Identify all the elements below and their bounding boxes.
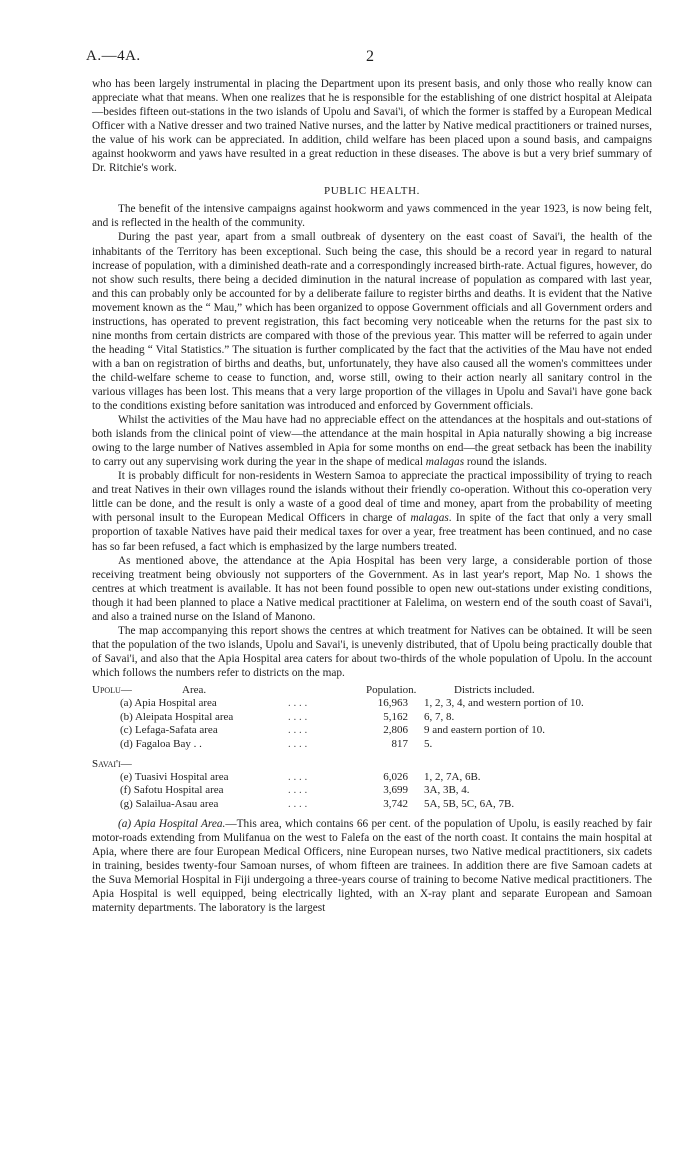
population-table bbox=[92, 684, 652, 811]
paragraph-map: The map accompanying this report shows the centres at which treatment for Natives can be obtained. It will be seen that the population of the two islands, Upolu and Savai'i, is unevenly distributed, that of Upolu being practically double that of Savai'i, and also that the Apia Hospital area caters for about two-thirds of the whole population of Upolu. In the account which follows the numbers refer to districts on the map. bbox=[92, 624, 652, 679]
table-row bbox=[92, 738, 652, 751]
leader-dots: . . . . bbox=[288, 710, 308, 723]
paragraph-benefit: The benefit of the intensive campaigns against hookworm and yaws commenced in the year 1923, is now being felt, and is reflected in the health of the community. bbox=[92, 203, 652, 230]
page-header bbox=[86, 48, 652, 68]
leader-dots: . . . . bbox=[288, 697, 308, 710]
districts-value: 5. bbox=[424, 737, 433, 750]
population-value: 2,806 bbox=[383, 724, 408, 737]
paragraph-attendance: As mentioned above, the attendance at the Apia Hospital has been very large, a considerable portion of those receiving treatment being obviously not supporters of the Government. As in last year's report, Map No. 1 shows the centres at which treatment is available. It has not been found possible to open new out-stations under existing conditions, though it had been planned to place a Native medical practitioner at Falelima, on western end of the south coast of Savai'i, and also a trained nurse on the Island of Manono. bbox=[92, 554, 652, 623]
paragraph-difficult-text: It is probably difficult for non-residents in Western Samoa to appreciate the practical impossibility of trying to reach and treat Natives in their own villages round the islands without their friendly co-operation. Without this co-operation very little can be done, and the result is only a waste of a good deal of time and money, apart from the probability of meeting with personal insult to the European Medical Officers in charge of bbox=[92, 470, 652, 525]
leader-dots: . . . . bbox=[288, 784, 308, 797]
districts-value: 9 and eastern portion of 10. bbox=[424, 724, 545, 737]
population-value: 817 bbox=[391, 737, 408, 750]
districts-value: 1, 2, 3, 4, and western portion of 10. bbox=[424, 697, 584, 710]
population-value: 16,963 bbox=[377, 697, 408, 710]
table-row bbox=[92, 711, 652, 724]
area-name: (b) Aleipata Hospital area bbox=[120, 710, 234, 723]
table-row bbox=[92, 771, 652, 784]
area-name: (a) Apia Hospital area bbox=[120, 697, 217, 710]
table-header-row bbox=[92, 684, 652, 697]
table-row bbox=[92, 784, 652, 797]
section-heading: PUBLIC HEALTH. bbox=[324, 185, 420, 198]
page-number: 2 bbox=[366, 48, 374, 65]
table-row bbox=[92, 798, 652, 811]
table-row bbox=[92, 724, 652, 737]
leader-dots: . . . . bbox=[288, 737, 308, 750]
area-name: (f) Safotu Hospital area bbox=[120, 784, 224, 797]
table-row bbox=[92, 697, 652, 710]
document-reference: A.—4A. bbox=[86, 48, 141, 64]
paragraph-apia-area bbox=[92, 817, 652, 915]
header-area: Area. bbox=[182, 683, 207, 696]
population-value: 3,699 bbox=[383, 784, 408, 797]
malagas-term: malagas bbox=[410, 512, 449, 525]
island-label-upolu: Upolu— bbox=[92, 683, 132, 696]
paragraph-hospitals-end: round the islands. bbox=[464, 456, 547, 469]
population-value: 3,742 bbox=[383, 797, 408, 810]
districts-value: 6, 7, 8. bbox=[424, 710, 455, 723]
area-name: (g) Salailua-Asau area bbox=[120, 797, 219, 810]
districts-value: 1, 2, 7A, 6B. bbox=[424, 770, 481, 783]
paragraph-difficult-end: . In spite of the fact that only a very small proportion of taxable Natives have paid their medical taxes for over a year, free treatment has been continued, and no case has so far been refused, a fact which is emphasized by the large numbers treated. bbox=[92, 512, 652, 553]
leader-dots: . . . . bbox=[288, 797, 308, 810]
population-value: 6,026 bbox=[383, 770, 408, 783]
paragraph-past-year: During the past year, apart from a small outbreak of dysentery on the east coast of Savai'i, the health of the inhabitants of the Territory has been exceptional. Such being the case, this should be a record year in regard to natural increase of population, with a diminished death-rate and a correspondingly increased birth-rate. Actual figures, however, do not show such results, there being a decided diminution in the natural increase of population as compared with last year, and this can probably only be accounted for by a deliberate failure to register births and deaths. It is evident that the Native movement known as the “ Mau,” which has been organized to oppose Government officials and all Government orders and instructions, has operated to prevent registration, this fact becoming very noticeable when the returns for the past six to nine months from certain districts are compared with those of the previous year. This matter will be referred to again under the heading “ Vital Statistics.” The situation is further complicated by the fact that the activities of the Mau have not ended with a ban on registration of births and deaths, but, unfortunately, they have also caused all the women's committees under the child-welfare scheme to cease to function, and, worse still, owing to their action nearly all sanitary control in the various villages has been lost. This means that a very large proportion of the villages in Upolu and Savai'i have gone back to the conditions existing before sanitation was introduced and enforced by Government officials. bbox=[92, 231, 652, 413]
paragraph-hospitals-text: Whilst the activities of the Mau have had no appreciable effect on the attendances at the hospitals and out-stations of both islands from the clinical point of view—the attendance at the main hospital in Apia naturally showing a big increase owing to the large number of Natives assembled in Apia for some months on end—the great setback has been the inability to carry out any supervising work during the year in the shape of medical bbox=[92, 414, 652, 469]
leader-dots: . . . . bbox=[288, 770, 308, 783]
intro-paragraph: who has been largely instrumental in placing the Department upon its present basis, and only those who really know can appreciate what that means. When one realizes that he is responsible for the establishing of one district hospital at Aleipata—besides fifteen out-stations in the two islands of Upolu and Savai'i, of which the former is staffed by a European Medical Officer with a Native dresser and two trained Native nurses, and the latter by Native medical practitioners or trained nurses, the value of his work can be appreciated. In addition, child welfare has been placed upon a sound basis, and campaigns against hookworm and yaws have resulted in a great reduction in these diseases. The above is but a very brief summary of Dr. Ritchie's work. bbox=[92, 78, 652, 175]
leader-dots: . . . . bbox=[288, 724, 308, 737]
area-name: (e) Tuasivi Hospital area bbox=[120, 770, 229, 783]
apia-area-text: —This area, which contains 66 per cent. of the population of Upolu, is easily reached by fair motor-roads extending from Mulifanua on the west to Falefa on the east of the north coast. It contains the main hospital at Apia, where there are four European Medical Officers, nine European nurses, two Native medical practitioners, six cadets in training, besides twenty-four Samoan nurses, of whom fifteen are trainees. In addition there are five Samoan cadets at the Suva Memorial Hospital in Fiji undergoing a three-years course of training to become Native medical practitioners. The Apia Hospital is well equipped, being electrically lighted, with an X-ray plant and separate European and Samoan maternity departments. The laboratory is the largest bbox=[92, 818, 653, 915]
header-districts: Districts included. bbox=[454, 683, 535, 696]
districts-value: 3A, 3B, 4. bbox=[424, 784, 470, 797]
body-text bbox=[92, 77, 652, 915]
area-name: (c) Lefaga-Safata area bbox=[120, 724, 218, 737]
paragraph-difficult bbox=[92, 469, 652, 553]
apia-area-heading: (a) Apia Hospital Area. bbox=[118, 818, 226, 831]
island-label-savaii: Savai'i— bbox=[92, 757, 132, 770]
districts-value: 5A, 5B, 5C, 6A, 7B. bbox=[424, 797, 515, 810]
population-value: 5,162 bbox=[383, 710, 408, 723]
area-name: (d) Fagaloa Bay . . bbox=[120, 737, 202, 750]
header-population: Population. bbox=[366, 683, 417, 696]
island-group-header bbox=[92, 757, 652, 771]
malagas-term: malagas bbox=[425, 456, 465, 469]
paragraph-hospitals bbox=[92, 413, 652, 469]
